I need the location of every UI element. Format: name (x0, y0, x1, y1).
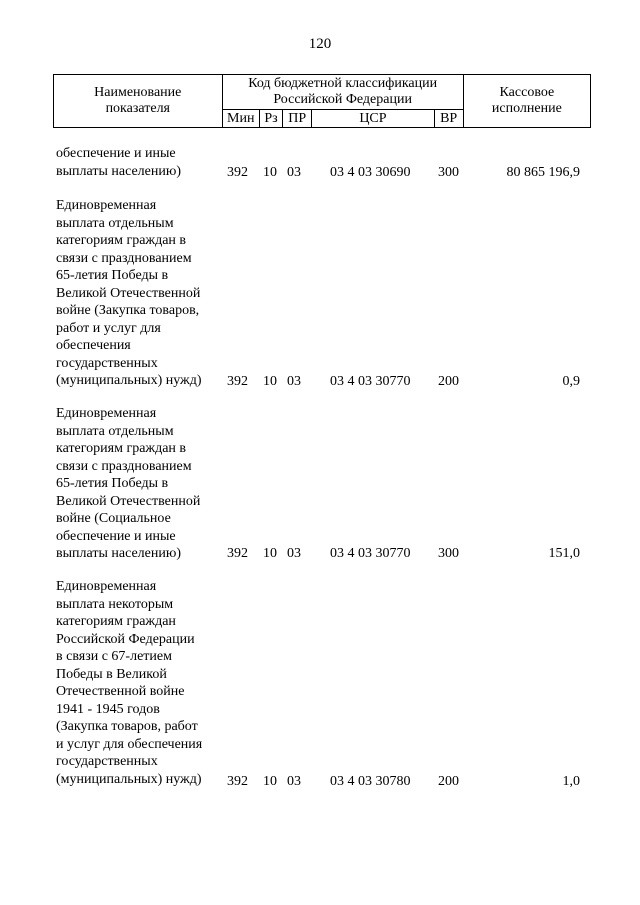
row-name-line: Российской Федерации (56, 631, 195, 647)
row-rz: 10 (263, 545, 277, 561)
row-csr: 03 4 03 30770 (330, 373, 411, 389)
row-rz: 10 (263, 773, 277, 789)
row-name-line: обеспечение и иные (56, 528, 176, 544)
page-number: 120 (308, 36, 332, 52)
row-name-line: выплата некоторым (56, 596, 174, 612)
header-name-line-1: Наименование (94, 85, 182, 100)
row-name-line: категориям граждан в (56, 441, 187, 456)
row-name-line: войне (Социальное (56, 511, 171, 526)
header-pr: ПР (283, 110, 312, 128)
row-name-line: обеспечение и иные (56, 146, 176, 161)
row-csr: 03 4 03 30690 (330, 164, 411, 180)
row-amount: 80 865 196,9 (506, 164, 580, 180)
row-name-line: обеспечения (56, 338, 131, 353)
row-name-line: категориям граждан (56, 614, 176, 629)
header-min: Мин (222, 110, 259, 128)
row-pr: 03 (287, 373, 301, 389)
table-row (0, 405, 640, 562)
row-name-line: государственных (56, 355, 158, 371)
row-amount: 0,9 (562, 373, 580, 389)
row-amount: 1,0 (562, 773, 580, 789)
row-name-line: связи с празднованием (56, 458, 192, 474)
header-name-column (54, 75, 223, 128)
row-name (56, 578, 226, 788)
header-csr: ЦСР (312, 110, 434, 128)
row-csr: 03 4 03 30770 (330, 545, 411, 561)
header-vr: ВР (434, 110, 463, 128)
row-min: 392 (227, 164, 248, 180)
header-name-line-2: показателя (105, 101, 170, 116)
row-name-line: выплаты населению) (56, 163, 181, 179)
row-name-line: связи с празднованием (56, 250, 192, 266)
header-code-group (222, 75, 463, 110)
row-name-line: (Закупка товаров, работ (56, 719, 198, 734)
row-csr: 03 4 03 30780 (330, 773, 411, 789)
row-name-line: Отечественной войне (56, 684, 185, 699)
header-exec-column (463, 75, 590, 128)
row-name-line: выплата отдельным (56, 423, 174, 439)
row-name-line: Великой Отечественной (56, 493, 201, 509)
row-vr: 300 (438, 164, 459, 180)
row-name-line: 65-летия Победы в (56, 476, 169, 491)
row-pr: 03 (287, 545, 301, 561)
row-pr: 03 (287, 773, 301, 789)
row-name-line: войне (Закупка товаров, (56, 303, 200, 318)
row-name-line: Единовременная (56, 406, 157, 421)
row-name-line: выплаты населению) (56, 546, 181, 561)
row-pr: 03 (287, 164, 301, 180)
row-name-line: (муниципальных) нужд) (56, 771, 202, 787)
header-rz: Рз (259, 110, 282, 128)
row-name-line: государственных (56, 754, 158, 769)
row-name-line: в связи с 67-летием (56, 649, 172, 664)
row-name-line: категориям граждан в (56, 233, 187, 248)
table-row (0, 578, 640, 790)
row-rz: 10 (263, 164, 277, 180)
row-name-line: выплата отдельным (56, 215, 174, 231)
table-row (0, 145, 640, 181)
header-exec-line-2: исполнение (491, 101, 562, 116)
row-vr: 200 (438, 373, 459, 389)
header-code-line-2: Российской Федерации (273, 92, 412, 107)
row-name-line: и услуг для обеспечения (56, 736, 203, 752)
row-vr: 300 (438, 545, 459, 561)
table-header (53, 74, 591, 128)
row-min: 392 (227, 373, 248, 389)
row-name-line: (муниципальных) нужд) (56, 373, 202, 388)
row-name (56, 197, 226, 390)
header-code-line-1: Код бюджетной классификации (248, 76, 438, 91)
header-exec-line-1: Кассовое (499, 85, 555, 100)
row-amount: 151,0 (548, 545, 580, 561)
row-name-line: Великой Отечественной (56, 285, 201, 301)
row-name-line: Единовременная (56, 198, 157, 213)
row-min: 392 (227, 773, 248, 789)
row-name-line: работ и услуг для (56, 320, 161, 336)
table-row (0, 197, 640, 390)
row-vr: 200 (438, 773, 459, 789)
row-name-line: Победы в Великой (56, 666, 167, 682)
row-rz: 10 (263, 373, 277, 389)
row-name-line: 1941 - 1945 годов (56, 701, 160, 717)
row-name-line: Единовременная (56, 579, 157, 594)
row-name (56, 405, 226, 563)
row-name-line: 65-летия Победы в (56, 268, 169, 283)
row-min: 392 (227, 545, 248, 561)
